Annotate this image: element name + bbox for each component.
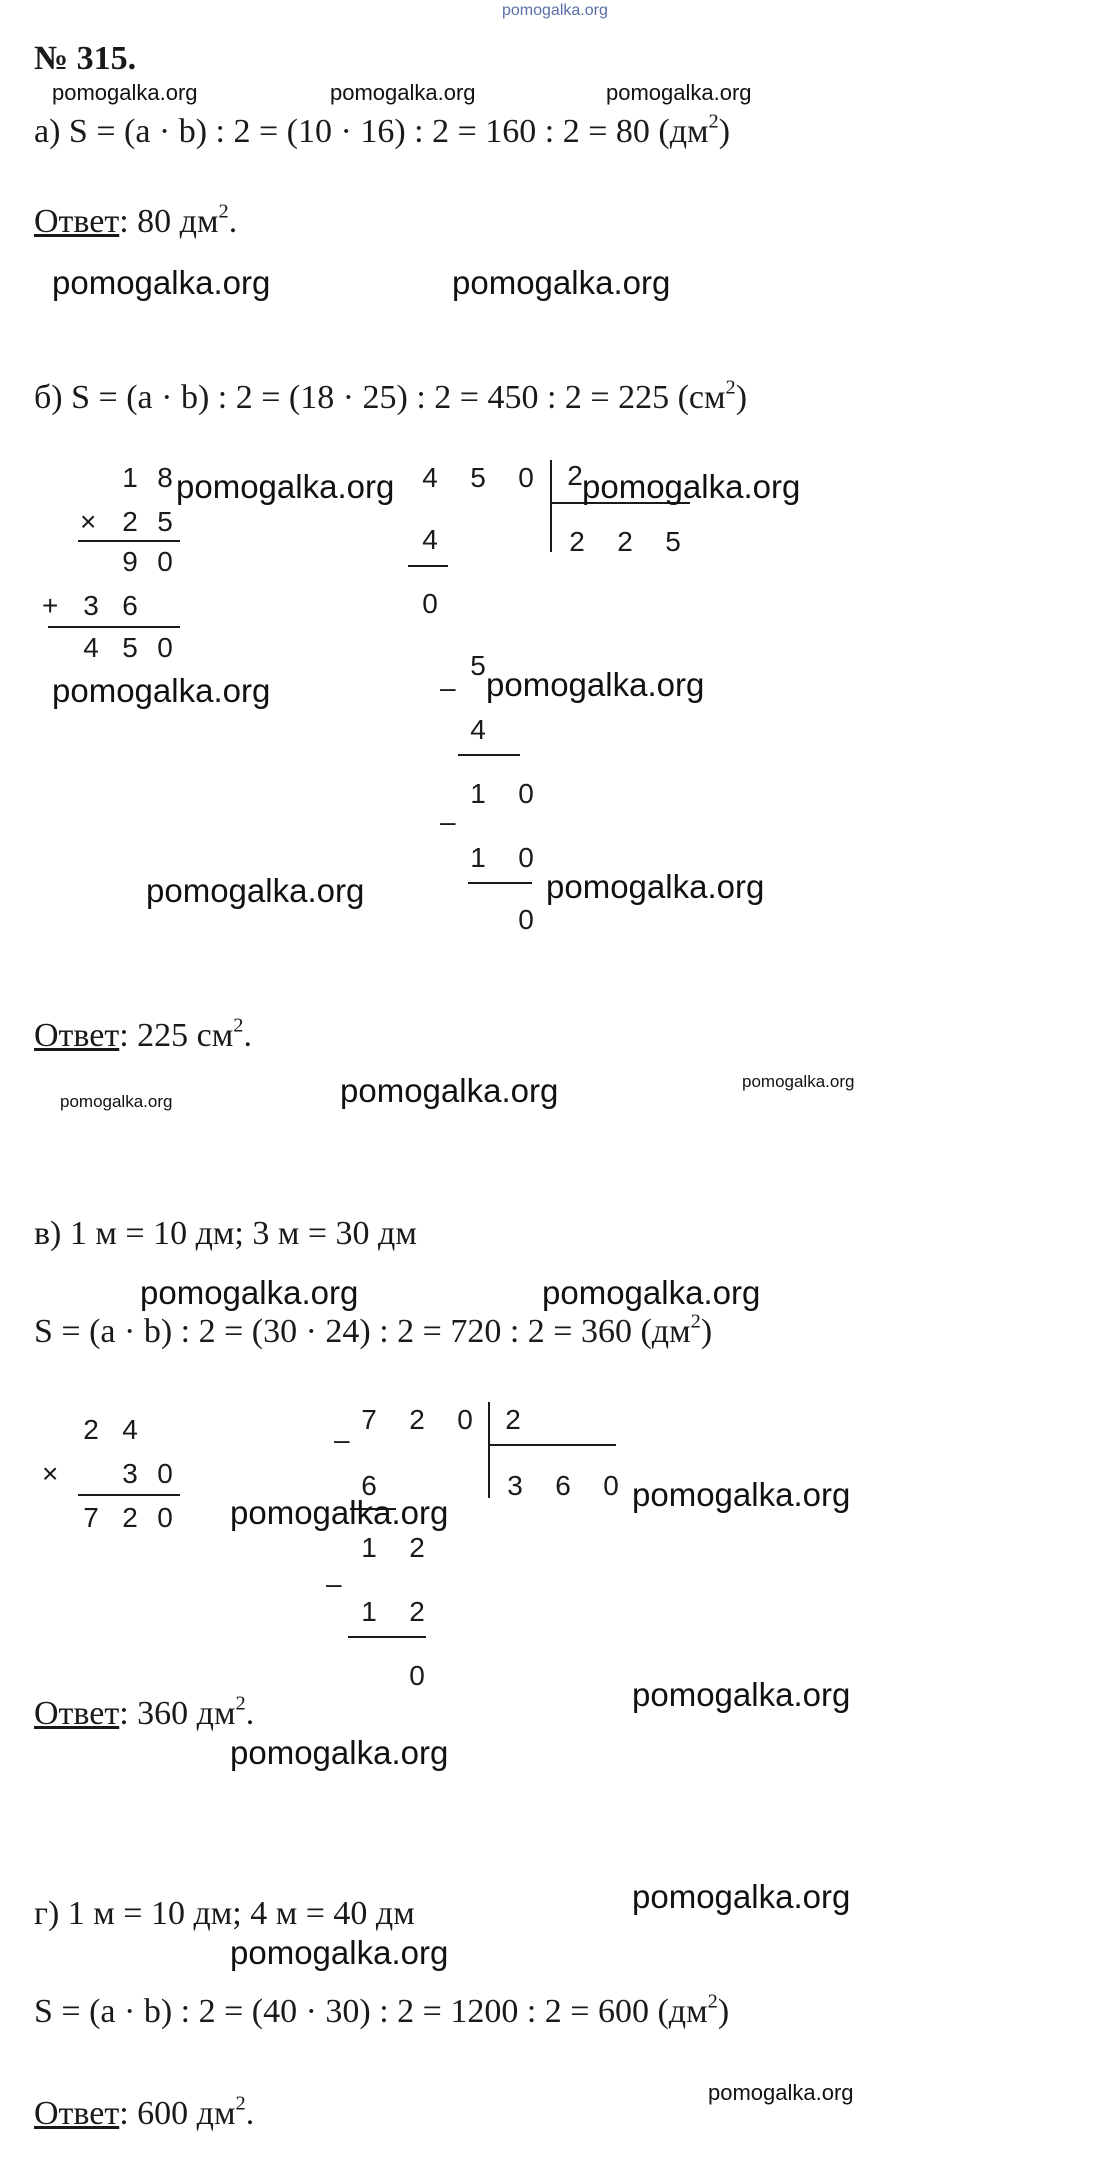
part-a-equation: а) S = (a · b) : 2 = (10 · 16) : 2 = 160 : 2 = 80 $(дм^2)$ xyxy=(34,110,731,150)
watermark: pomogalka.org xyxy=(542,1274,761,1311)
digit: 4 xyxy=(422,462,438,493)
digit: 0 xyxy=(518,778,534,809)
digit: 2 xyxy=(83,1414,99,1445)
digit: 7 xyxy=(361,1404,377,1435)
watermark: pomogalka.org xyxy=(632,1676,851,1713)
problem-title: № 315. xyxy=(34,40,137,77)
digit: 5 xyxy=(665,526,681,557)
digit: 2 xyxy=(409,1532,425,1563)
digit: 5 xyxy=(470,650,486,681)
underline xyxy=(458,754,520,756)
part-d-equation: S = (a · b) : 2 = (40 · 30) : 2 = 1200 : 2 = 600 $(дм^2)$ xyxy=(34,1990,730,2030)
answer-label: Ответ xyxy=(34,1695,120,1732)
watermark: pomogalka.org xyxy=(546,868,765,905)
minus-sign: – xyxy=(440,672,456,703)
watermark: pomogalka.org xyxy=(60,1092,173,1111)
digit: 1 xyxy=(361,1596,377,1627)
part-c-equation: S = (a · b) : 2 = (30 · 24) : 2 = 720 : 2 = 360 $(дм^2)$ xyxy=(34,1310,713,1350)
minus-sign: – xyxy=(440,806,456,837)
digit: 2 xyxy=(122,1502,138,1533)
times-sign: × xyxy=(42,1458,59,1489)
digit: 2 xyxy=(122,506,138,537)
watermark: pomogalka.org xyxy=(606,80,752,105)
digit: 0 xyxy=(457,1404,473,1435)
digit: 4 xyxy=(122,1414,138,1445)
digit: 6 xyxy=(122,590,138,621)
digit: 2 xyxy=(567,460,583,491)
part-d-conversion: г) 1 м = 10 дм; 4 м = 40 дм xyxy=(34,1895,415,1932)
watermark: pomogalka.org xyxy=(486,666,705,703)
site-header[interactable]: pomogalka.org xyxy=(502,2,608,19)
digit: 5 xyxy=(470,462,486,493)
answer-label: Ответ xyxy=(34,203,120,240)
digit: 7 xyxy=(83,1502,99,1533)
part-b-answer: Ответ: 225 $см^2$. xyxy=(34,1014,252,1054)
watermark: pomogalka.org xyxy=(140,1274,359,1311)
division-line xyxy=(488,1444,616,1446)
watermark: pomogalka.org xyxy=(330,80,476,105)
digit: 5 xyxy=(157,506,173,537)
digit: 0 xyxy=(157,546,173,577)
watermark: pomogalka.org xyxy=(632,1476,851,1513)
digit: 4 xyxy=(83,632,99,663)
digit: 0 xyxy=(157,1502,173,1533)
answer-label: Ответ xyxy=(34,1017,120,1054)
digit: 3 xyxy=(122,1458,138,1489)
digit: 0 xyxy=(603,1470,619,1501)
part-c-answer: Ответ: 360 $дм^2$. xyxy=(34,1692,255,1732)
digit: 0 xyxy=(422,588,438,619)
digit: 0 xyxy=(157,1458,173,1489)
digit: 1 xyxy=(470,778,486,809)
underline xyxy=(408,565,448,567)
watermark: pomogalka.org xyxy=(452,264,671,301)
watermark: pomogalka.org xyxy=(742,1072,855,1091)
watermark: pomogalka.org xyxy=(230,1934,449,1971)
digit: 0 xyxy=(518,842,534,873)
digit: 1 xyxy=(122,462,138,493)
watermark: pomogalka.org xyxy=(708,2080,854,2105)
digit: 6 xyxy=(361,1470,377,1501)
watermark: pomogalka.org xyxy=(230,1734,449,1771)
digit: 4 xyxy=(470,714,486,745)
answer-label: Ответ xyxy=(34,2095,120,2132)
part-d-answer: Ответ: 600 $дм^2$. xyxy=(34,2092,255,2132)
division-bar xyxy=(488,1402,490,1498)
underline xyxy=(78,540,180,542)
watermark: pomogalka.org xyxy=(340,1072,559,1109)
digit: 0 xyxy=(409,1660,425,1691)
underline xyxy=(78,1494,180,1496)
digit: 2 xyxy=(505,1404,521,1435)
watermark: pomogalka.org xyxy=(52,264,271,301)
underline xyxy=(468,882,532,884)
plus-sign: + xyxy=(42,590,59,621)
digit: 9 xyxy=(122,546,138,577)
minus-sign: – xyxy=(334,1424,350,1455)
watermark: pomogalka.org xyxy=(52,80,198,105)
times-sign: × xyxy=(80,506,97,537)
part-b-equation: б) S = (a · b) : 2 = (18 · 25) : 2 = 450 : 2 = 225 $(см^2)$ xyxy=(34,376,748,416)
watermark: pomogalka.org xyxy=(176,468,395,505)
digit: 6 xyxy=(555,1470,571,1501)
part-c-conversion: в) 1 м = 10 дм; 3 м = 30 дм xyxy=(34,1215,417,1252)
watermark: pomogalka.org xyxy=(52,672,271,709)
underline xyxy=(48,626,180,628)
digit: 5 xyxy=(122,632,138,663)
digit: 0 xyxy=(157,632,173,663)
division-bar xyxy=(550,460,552,552)
digit: 4 xyxy=(422,524,438,555)
digit: 0 xyxy=(518,904,534,935)
digit: 2 xyxy=(409,1404,425,1435)
digit: 2 xyxy=(569,526,585,557)
digit: 1 xyxy=(470,842,486,873)
digit: 2 xyxy=(409,1596,425,1627)
minus-sign: – xyxy=(326,1568,342,1599)
watermark: pomogalka.org xyxy=(632,1878,851,1915)
digit: 3 xyxy=(507,1470,523,1501)
digit: 0 xyxy=(518,462,534,493)
digit: 3 xyxy=(83,590,99,621)
part-a-answer: Ответ: 80 $дм^2$. xyxy=(34,200,238,240)
watermark: pomogalka.org xyxy=(230,1494,449,1531)
watermark: pomogalka.org xyxy=(146,872,365,909)
digit: 1 xyxy=(361,1532,377,1563)
watermark: pomogalka.org xyxy=(582,468,801,505)
digit: 2 xyxy=(617,526,633,557)
underline xyxy=(348,1636,426,1638)
digit: 8 xyxy=(157,462,173,493)
